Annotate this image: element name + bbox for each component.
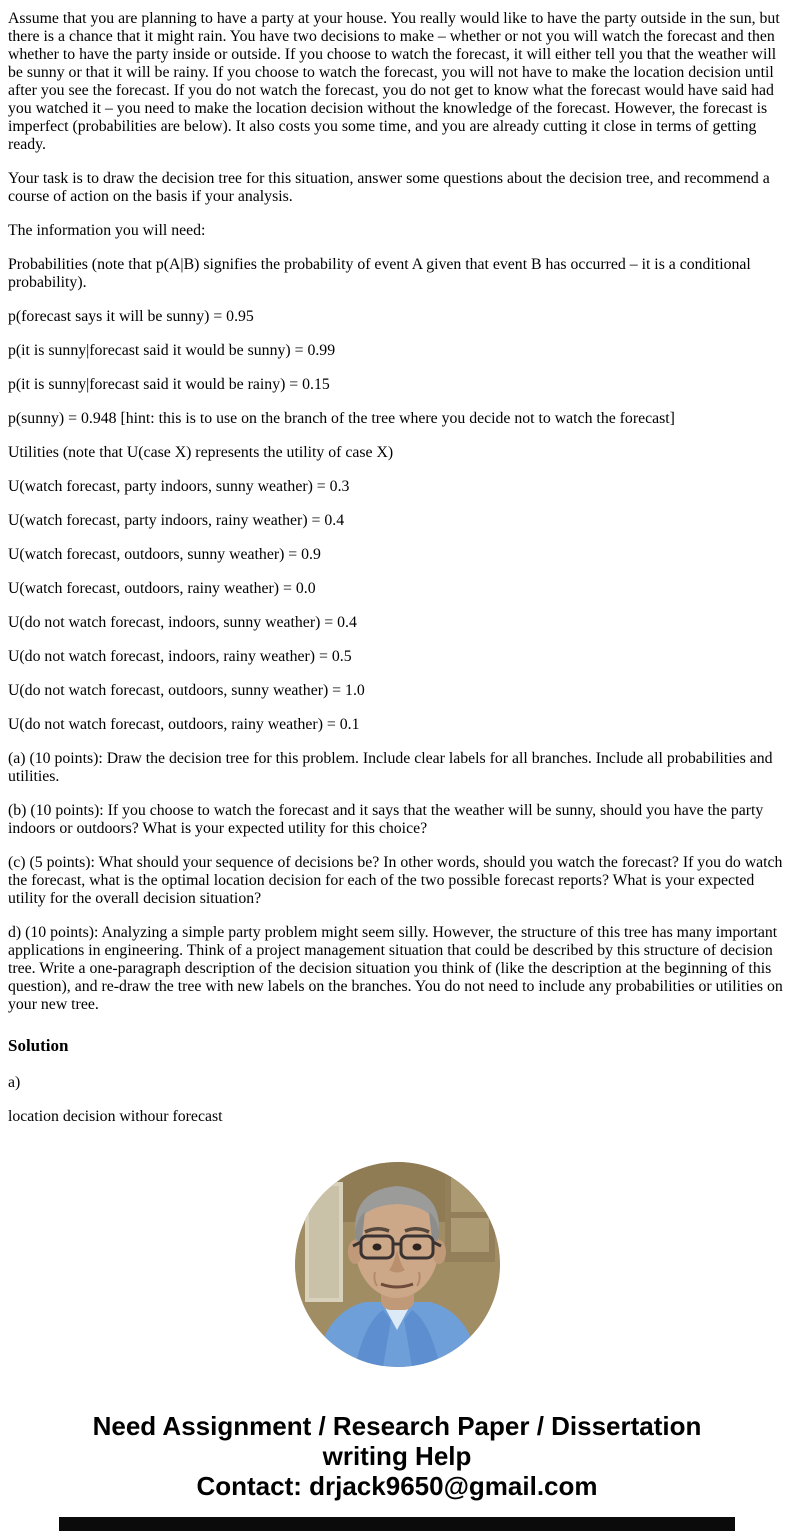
question-a-paragraph: (a) (10 points): Draw the decision tree for this problem. Include clear labels for all branches. Include all probabilities and utilities. bbox=[8, 750, 773, 785]
info-intro-paragraph: The information you will need: bbox=[8, 222, 206, 239]
question-c-paragraph: (c) (5 points): What should your sequence of decisions be? In other words, should you watch the forecast? If you do watch the forecast, what is the optimal location decision for each of the two possible forecast reports? What is your expected utility for the overall decision situation? bbox=[8, 854, 783, 907]
utility-line: U(watch forecast, party indoors, sunny weather) = 0.3 bbox=[8, 478, 350, 495]
utility-line: U(do not watch forecast, outdoors, sunny weather) = 1.0 bbox=[8, 682, 365, 699]
solution-note: location decision withour forecast bbox=[8, 1108, 223, 1125]
promo-banner bbox=[0, 1411, 794, 1501]
promo-contact-email: Contact: drjack9650@gmail.com bbox=[196, 1471, 598, 1501]
probability-line: p(it is sunny|forecast said it would be rainy) = 0.15 bbox=[8, 376, 330, 393]
solution-part-label: a) bbox=[8, 1074, 21, 1091]
solution-heading: Solution bbox=[8, 1036, 69, 1055]
problem-paragraph: Assume that you are planning to have a party at your house. You really would like to have the party outside in the sun, but there is a chance that it might rain. You have two decisions to make – whether or not you will watch the forecast and then whether to have the party inside or outside. If you choose to watch the forecast, it will either tell you that the weather will be sunny or that it will be rainy. If you choose to watch the forecast, you will not have to make the location decision until after you see the forecast. If you do not watch the forecast, you do not get to know what the forecast would have said had you watched it – you need to make the location decision without the knowledge of the forecast. However, the forecast is imperfect (probabilities are below). It also costs you some time, and you are already cutting it close in terms of getting ready. bbox=[8, 10, 780, 153]
utilities-intro-paragraph: Utilities (note that U(case X) represents the utility of case X) bbox=[8, 444, 394, 461]
utility-line: U(do not watch forecast, outdoors, rainy weather) = 0.1 bbox=[8, 716, 360, 733]
question-b-paragraph: (b) (10 points): If you choose to watch the forecast and it says that the weather will be sunny, should you have the party indoors or outdoors? What is your expected utility for this choice? bbox=[8, 802, 764, 837]
probabilities-intro-paragraph: Probabilities (note that p(A|B) signifies the probability of event A given that event B has occurred – it is a conditional probability). bbox=[8, 256, 751, 291]
probability-line: p(sunny) = 0.948 [hint: this is to use on the branch of the tree where you decide not to watch the forecast] bbox=[8, 410, 675, 427]
footer-bar bbox=[59, 1517, 735, 1531]
utility-line: U(do not watch forecast, indoors, sunny weather) = 0.4 bbox=[8, 614, 357, 631]
promo-line-2: writing Help bbox=[322, 1441, 472, 1471]
tutor-avatar bbox=[295, 1162, 500, 1367]
person-photo-icon bbox=[295, 1162, 500, 1367]
utility-line: U(watch forecast, outdoors, rainy weather) = 0.0 bbox=[8, 580, 316, 597]
probability-line: p(it is sunny|forecast said it would be sunny) = 0.99 bbox=[8, 342, 336, 359]
question-d-paragraph: d) (10 points): Analyzing a simple party problem might seem silly. However, the structure of this tree has many important applications in engineering. Think of a project management situation that could be described by this structure of decision tree. Write a one-paragraph description of the decision situation you think of (like the description at the beginning of this question), and re-draw the tree with new labels on the branches. You do not need to include any probabilities or utilities on your new tree. bbox=[8, 924, 783, 1013]
utility-line: U(watch forecast, party indoors, rainy weather) = 0.4 bbox=[8, 512, 345, 529]
probability-line: p(forecast says it will be sunny) = 0.95 bbox=[8, 308, 254, 325]
utility-line: U(watch forecast, outdoors, sunny weather) = 0.9 bbox=[8, 546, 321, 563]
utility-line: U(do not watch forecast, indoors, rainy weather) = 0.5 bbox=[8, 648, 352, 665]
promo-line-1: Need Assignment / Research Paper / Dissertation bbox=[92, 1411, 702, 1441]
task-paragraph: Your task is to draw the decision tree for this situation, answer some questions about the decision tree, and recommend a course of action on the basis if your analysis. bbox=[8, 170, 770, 205]
